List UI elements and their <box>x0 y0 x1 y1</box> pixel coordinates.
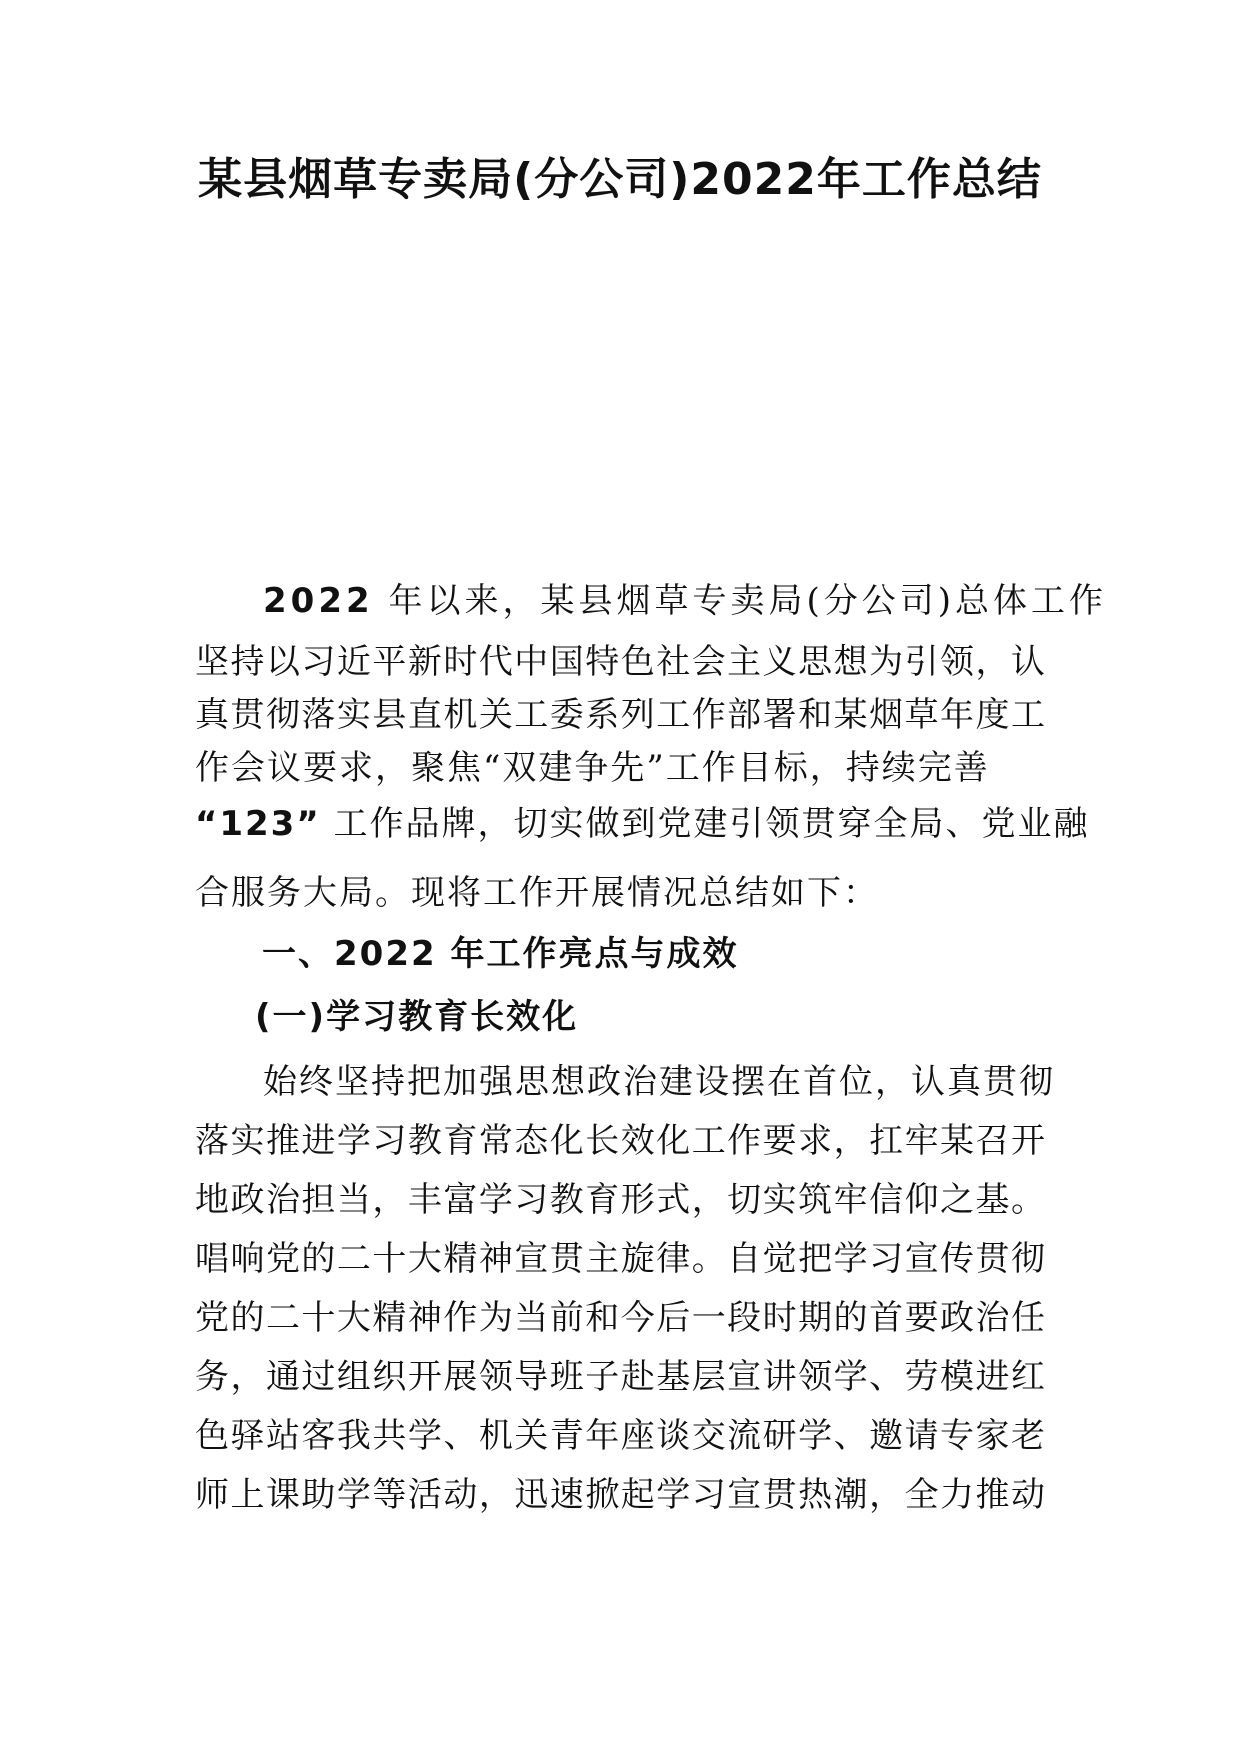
intro-brand: “123” <box>195 804 321 844</box>
body-line-3: 地政治担当，丰富学习教育形式，切实筑牢信仰之基。 <box>195 1180 1045 1220</box>
intro-line-1 <box>195 577 1107 625</box>
intro-line-2: 坚持以习近平新时代中国特色社会主义思想为引领，认 <box>195 642 1045 682</box>
body-line-8: 师上课助学等活动，迅速掀起学习宣贯热潮，全力推动 <box>195 1475 1045 1515</box>
intro-line-5-text: 工作品牌，切实做到党建引领贯穿全局、党业融 <box>320 804 1090 844</box>
intro-line-5 <box>195 800 1090 848</box>
intro-line-3: 真贯彻落实县直机关工委系列工作部署和某烟草年度工 <box>195 695 1045 735</box>
intro-line-6: 合服务大局。现将工作开展情况总结如下： <box>195 873 879 913</box>
body-line-1: 始终坚持把加强思想政治建设摆在首位，认真贯彻 <box>263 1062 1055 1102</box>
body-line-4: 唱响党的二十大精神宣贯主旋律。自觉把学习宣传贯彻 <box>195 1239 1045 1279</box>
body-line-7: 色驿站客我共学、机关青年座谈交流研学、邀请专家老 <box>195 1416 1045 1456</box>
intro-line-1-text: 年以来，某县烟草专卖局(分公司)总体工作 <box>373 581 1107 621</box>
subsection-heading: (一)学习教育长效化 <box>255 997 579 1037</box>
body-line-2: 落实推进学习教育常态化长效化工作要求，扛牢某召开 <box>195 1121 1045 1161</box>
body-line-6: 务，通过组织开展领导班子赴基层宣讲领学、劳模进红 <box>195 1357 1045 1397</box>
intro-line-4: 作会议要求，聚焦“双建争先”工作目标，持续完善 <box>195 748 990 788</box>
body-line-5: 党的二十大精神作为当前和今后一段时期的首要政治任 <box>195 1298 1045 1338</box>
intro-year: 2022 <box>263 581 374 621</box>
document-title: 某县烟草专卖局(分公司)2022年工作总结 <box>198 154 1042 205</box>
section-heading: 一、2022 年工作亮点与成效 <box>262 934 739 974</box>
